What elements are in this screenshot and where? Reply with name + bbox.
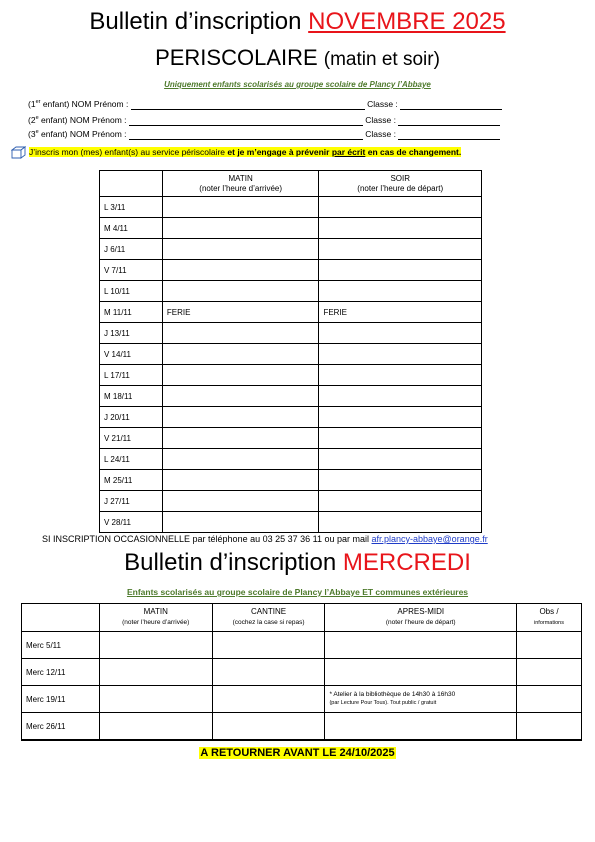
header-soir-label: SOIR	[390, 173, 410, 183]
day-cell: L 24/11	[100, 449, 163, 470]
table-row	[100, 365, 482, 386]
table-row	[100, 386, 482, 407]
soir-cell[interactable]	[319, 239, 482, 260]
header-soir-note: (noter l’heure de départ)	[357, 183, 444, 193]
matin-cell[interactable]	[162, 281, 319, 302]
soir-cell: FERIE	[319, 302, 482, 323]
activity-note-detail: (par Lecture Pour Tous). Tout public / gratuit	[329, 700, 437, 706]
contact-text: SI INSCRIPTION OCCASIONNELLE par téléphone au 03 25 37 36 11 ou par mail	[42, 534, 372, 544]
mercredi-table	[21, 603, 582, 741]
header-day	[22, 604, 100, 632]
cantine-cell[interactable]	[212, 632, 325, 659]
matin-cell[interactable]	[162, 218, 319, 239]
day-cell: Merc 5/11	[22, 632, 100, 659]
table-row	[22, 686, 582, 713]
obs-cell[interactable]	[517, 686, 582, 713]
header-matin-note: (noter l’heure d’arrivée)	[122, 619, 190, 626]
matin-cell[interactable]	[162, 428, 319, 449]
child-ordinal: 1	[30, 98, 36, 109]
apresmidi-cell[interactable]	[325, 713, 517, 741]
matin-cell[interactable]	[162, 386, 319, 407]
child-class-field[interactable]	[400, 100, 502, 110]
day-cell: M 25/11	[100, 470, 163, 491]
commitment-part2: et je m’engage à prévenir	[227, 146, 332, 157]
matin-cell[interactable]	[162, 239, 319, 260]
table-row	[100, 281, 482, 302]
matin-cell[interactable]	[162, 512, 319, 533]
child-line-3: (3e enfant) NOM Prénom : Classe :	[28, 127, 500, 140]
obs-cell[interactable]	[517, 713, 582, 741]
soir-cell[interactable]	[319, 491, 482, 512]
soir-cell[interactable]	[319, 407, 482, 428]
header-cantine-note: (cochez la case si repas)	[232, 619, 305, 626]
obs-cell[interactable]	[517, 659, 582, 686]
return-notice	[0, 743, 595, 761]
day-cell: V 21/11	[100, 428, 163, 449]
soir-cell[interactable]	[319, 260, 482, 281]
matin-cell[interactable]	[162, 344, 319, 365]
child-class-label: Classe :	[365, 114, 396, 125]
apresmidi-cell[interactable]	[325, 686, 517, 713]
table-row	[22, 713, 582, 741]
soir-cell[interactable]	[319, 470, 482, 491]
page-title	[0, 7, 595, 37]
header-cantine-label: CANTINE	[250, 607, 287, 616]
soir-cell[interactable]	[319, 197, 482, 218]
matin-cell: FERIE	[162, 302, 319, 323]
child-name-label: enfant) NOM Prénom :	[38, 128, 127, 139]
header-matin	[99, 604, 212, 632]
checkbox-cube-icon[interactable]	[11, 146, 26, 159]
header-day	[100, 171, 163, 197]
periscolaire-table	[99, 170, 482, 533]
header-apresmidi	[325, 604, 517, 632]
child-name-field[interactable]	[131, 100, 365, 110]
child-ordinal-suffix: e	[35, 129, 39, 135]
commitment-part1: J’inscris mon (mes) enfant(s) au service périscolaire	[29, 146, 228, 157]
child-class-label: Classe :	[367, 98, 398, 109]
child-class-label: Classe :	[365, 128, 396, 139]
soir-cell[interactable]	[319, 365, 482, 386]
header-matin-label: MATIN	[143, 607, 168, 616]
commitment-underlined: par écrit	[331, 146, 366, 157]
day-cell: Merc 12/11	[22, 659, 100, 686]
day-cell: L 3/11	[100, 197, 163, 218]
header-obs-note: informations	[534, 620, 564, 626]
table-row	[100, 428, 482, 449]
soir-cell[interactable]	[319, 323, 482, 344]
table-row	[100, 512, 482, 533]
child-ordinal: 3	[30, 128, 36, 139]
child-name-label: enfant) NOM Prénom :	[38, 114, 127, 125]
email-link[interactable]: afr.plancy-abbaye@orange.fr	[371, 534, 488, 544]
day-cell: J 13/11	[100, 323, 163, 344]
matin-cell[interactable]	[99, 659, 212, 686]
table-row	[100, 470, 482, 491]
child-ordinal-suffix: er	[35, 99, 41, 105]
header-matin-label: MATIN	[228, 173, 253, 183]
matin-cell[interactable]	[99, 686, 212, 713]
soir-cell[interactable]	[319, 344, 482, 365]
child-class-field[interactable]	[398, 116, 500, 126]
day-cell: Merc 19/11	[22, 686, 100, 713]
commitment-part3: en cas de changement.	[365, 146, 462, 157]
apresmidi-cell[interactable]	[325, 632, 517, 659]
header-matin-note: (noter l’heure d’arrivée)	[199, 183, 282, 193]
day-cell: M 18/11	[100, 386, 163, 407]
matin-cell[interactable]	[99, 713, 212, 741]
commitment-text	[29, 147, 461, 157]
soir-cell[interactable]	[319, 218, 482, 239]
table-row	[22, 659, 582, 686]
soir-cell[interactable]	[319, 428, 482, 449]
cantine-cell[interactable]	[212, 659, 325, 686]
mercredi-eligibility-note: Enfants scolarisés au groupe scolaire de Plancy l’Abbaye ET communes extérieures	[126, 587, 469, 597]
obs-cell[interactable]	[517, 632, 582, 659]
activity-note: * Atelier à la bibliothèque de 14h30 à 16h30	[329, 691, 456, 698]
subtitle-main: PERISCOLAIRE	[155, 45, 324, 70]
table-row	[100, 407, 482, 428]
table-row	[100, 239, 482, 260]
day-cell: J 27/11	[100, 491, 163, 512]
header-apresmidi-note: (noter l’heure de départ)	[385, 619, 456, 626]
table-row	[100, 218, 482, 239]
day-cell: V 14/11	[100, 344, 163, 365]
child-class-field[interactable]	[398, 130, 500, 140]
subtitle-paren: (matin et soir)	[323, 49, 440, 70]
header-matin	[162, 171, 319, 197]
commitment-line	[11, 146, 461, 159]
matin-cell[interactable]	[162, 470, 319, 491]
cantine-cell[interactable]	[212, 686, 325, 713]
mercredi-title-highlight: MERCREDI	[342, 549, 471, 576]
soir-cell[interactable]	[319, 386, 482, 407]
title-month: NOVEMBRE 2025	[308, 8, 506, 35]
apresmidi-cell[interactable]	[325, 659, 517, 686]
header-obs	[517, 604, 582, 632]
child-name-field[interactable]	[129, 116, 363, 126]
matin-cell[interactable]	[162, 449, 319, 470]
day-cell: M 11/11	[100, 302, 163, 323]
header-soir	[319, 171, 482, 197]
cantine-cell[interactable]	[212, 713, 325, 741]
child-line-1: (1er enfant) NOM Prénom : Classe :	[28, 97, 502, 110]
day-cell: J 6/11	[100, 239, 163, 260]
table-header-row	[22, 604, 582, 632]
day-cell: V 7/11	[100, 260, 163, 281]
child-name-field[interactable]	[129, 130, 363, 140]
matin-cell[interactable]	[162, 323, 319, 344]
soir-cell[interactable]	[319, 512, 482, 533]
soir-cell[interactable]	[319, 281, 482, 302]
title-prefix: Bulletin d’inscription	[89, 8, 309, 35]
child-ordinal: 2	[30, 114, 36, 125]
child-line-2: (2e enfant) NOM Prénom : Classe :	[28, 113, 500, 126]
header-obs-label: Obs /	[539, 607, 559, 616]
table-header-row	[100, 171, 482, 197]
table-row	[100, 260, 482, 281]
table-row	[100, 344, 482, 365]
day-cell: M 4/11	[100, 218, 163, 239]
return-notice-text: A RETOURNER AVANT LE 24/10/2025	[200, 747, 395, 759]
matin-cell[interactable]	[162, 260, 319, 281]
table-row	[100, 323, 482, 344]
header-apresmidi-label: APRES-MIDI	[397, 607, 445, 616]
mercredi-title-prefix: Bulletin d’inscription	[124, 549, 343, 576]
matin-cell[interactable]	[162, 197, 319, 218]
day-cell: L 10/11	[100, 281, 163, 302]
matin-cell[interactable]	[162, 407, 319, 428]
day-cell: L 17/11	[100, 365, 163, 386]
matin-cell[interactable]	[162, 365, 319, 386]
matin-cell[interactable]	[162, 491, 319, 512]
soir-cell[interactable]	[319, 449, 482, 470]
day-cell: J 20/11	[100, 407, 163, 428]
contact-line	[42, 534, 488, 544]
table-row	[100, 449, 482, 470]
table-row	[100, 491, 482, 512]
table-row	[22, 632, 582, 659]
mercredi-title	[0, 548, 595, 578]
child-ordinal-suffix: e	[35, 115, 39, 121]
child-name-label: enfant) NOM Prénom :	[40, 98, 129, 109]
table-row	[100, 302, 482, 323]
table-row	[100, 197, 482, 218]
header-cantine	[212, 604, 325, 632]
matin-cell[interactable]	[99, 632, 212, 659]
day-cell: Merc 26/11	[22, 713, 100, 741]
day-cell: V 28/11	[100, 512, 163, 533]
page-subtitle	[0, 44, 595, 74]
eligibility-note: Uniquement enfants scolarisés au groupe scolaire de Plancy l’Abbaye	[164, 80, 431, 89]
